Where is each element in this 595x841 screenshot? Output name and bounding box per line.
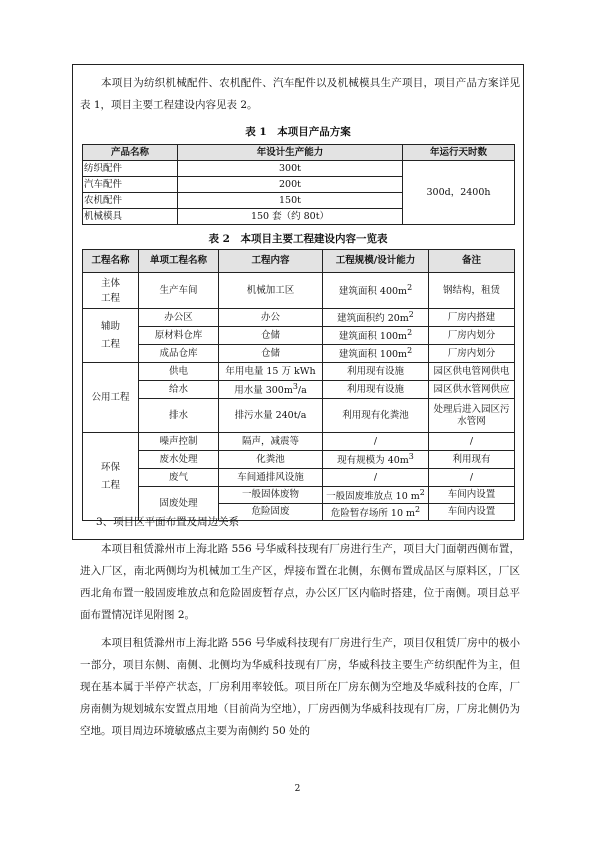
table-header-cell: 工程规模/设计能力	[323, 250, 429, 273]
cell: 供电	[139, 363, 219, 381]
cell: 办公	[219, 309, 323, 327]
cell: 一般固体废物	[219, 487, 323, 504]
cell: 利用现有设施	[323, 363, 429, 381]
cell	[323, 309, 429, 327]
product-name: 汽车配件	[83, 177, 178, 193]
surroundings-paragraph: 本项目租赁滁州市上海北路 556 号华威科技现有厂房进行生产，项目仅租赁厂房中的极小一部分，项目东侧、南侧、北侧均为华威科技现有厂房，华威科技主要生产纺织配件为主，但现在基本属于半停产状态，厂房利用率较低。项目所在厂房东侧为空地及华威科技的仓库，厂房南侧为规划城东安置点用地（目前尚为空地），厂房西侧为华威科技现有厂房，厂房北侧仍为空地。项目周边环境敏感点主要为南侧约 50 处的	[80, 637, 520, 737]
cell: 成品仓库	[139, 345, 219, 363]
cell: 厂房内划分	[429, 327, 515, 345]
cell: 利用现有化粪池	[323, 399, 429, 433]
cell: 固废处理	[139, 487, 219, 521]
cell: 年用电量 15 万 kWh	[219, 363, 323, 381]
product-name: 纺织配件	[83, 161, 178, 177]
table-row	[83, 161, 515, 177]
cell: /	[323, 433, 429, 451]
group-utility: 公用工程	[83, 363, 139, 433]
cell: 处理后进入园区污水管网	[429, 399, 515, 433]
area-text: 建筑面积 100m	[338, 331, 408, 343]
water-text: 用水量 300m	[234, 385, 293, 397]
cell: 给水	[139, 381, 219, 399]
table-row	[83, 469, 515, 487]
table-row	[83, 363, 515, 381]
product-capacity: 150 套（约 80t）	[178, 209, 403, 225]
superscript: 2	[415, 505, 421, 515]
cell	[323, 487, 429, 504]
product-name: 农机配件	[83, 193, 178, 209]
section-heading: 3、项目区平面布置及周边关系	[96, 516, 240, 528]
table-row	[83, 381, 515, 399]
area-text: 一般固废堆放点 10 m	[326, 491, 420, 503]
cell: 化粪池	[219, 451, 323, 469]
superscript: 2	[407, 328, 413, 338]
cell: 仓储	[219, 327, 323, 345]
table-row	[83, 433, 515, 451]
cell	[323, 504, 429, 521]
cell: 原材料仓库	[139, 327, 219, 345]
cell: 利用现有设施	[323, 381, 429, 399]
cell: 排污水量 240t/a	[219, 399, 323, 433]
product-capacity: 150t	[178, 193, 403, 209]
table-header-cell: 产品名称	[83, 145, 178, 161]
table-row	[83, 345, 515, 363]
cell: 厂房内划分	[429, 345, 515, 363]
cell: 隔声，减震等	[219, 433, 323, 451]
table-header-row	[83, 145, 515, 161]
cell	[219, 381, 323, 399]
cell	[323, 273, 429, 309]
product-name: 机械模具	[83, 209, 178, 225]
group-aux: 辅助 工程	[83, 309, 139, 363]
table-header-cell: 工程内容	[219, 250, 323, 273]
cell: /	[429, 433, 515, 451]
product-capacity: 200t	[178, 177, 403, 193]
table-row	[83, 399, 515, 433]
superscript: 3	[408, 452, 414, 462]
product-capacity: 300t	[178, 161, 403, 177]
page-number: 2	[294, 784, 301, 794]
table-header-row	[83, 250, 515, 273]
cell: 废水处理	[139, 451, 219, 469]
group-main: 主体 工程	[83, 273, 139, 309]
superscript: 2	[407, 346, 413, 356]
table-header-cell: 备注	[429, 250, 515, 273]
cell: 排水	[139, 399, 219, 433]
cell: /	[429, 469, 515, 487]
cell: 生产车间	[139, 273, 219, 309]
area-text: 建筑面积 400m	[338, 286, 408, 298]
table-header-cell: 年设计生产能力	[178, 145, 403, 161]
area-text: 危险暂存场所 10 m	[330, 508, 416, 520]
cell: 利用现有	[429, 451, 515, 469]
product-table	[82, 144, 515, 225]
cell: 园区供水管网供应	[429, 381, 515, 399]
table-row	[83, 309, 515, 327]
area-text: 建筑面积 100m	[338, 349, 408, 361]
table-row	[83, 273, 515, 309]
superscript: 2	[419, 488, 425, 497]
layout-paragraph: 本项目租赁滁州市上海北路 556 号华威科技现有厂房进行生产，项目大门面朝西侧布置，进入厂区，南北两侧均为机械加工生产区，焊接布置在北侧，东侧布置成品区与原料区，厂区西北角布置一般固废堆放点和危险固废暂存点，办公区厂区内临时搭建，位于南侧。项目总平面布置情况详见附图 2。	[80, 543, 520, 621]
table-row	[83, 327, 515, 345]
table1-caption: 表 1 本项目产品方案	[245, 126, 351, 138]
table-row	[83, 451, 515, 469]
cell: 车间内设置	[429, 504, 515, 521]
cell: 废气	[139, 469, 219, 487]
area-text: 建筑面积约 20m	[337, 313, 409, 325]
cell: /	[323, 469, 429, 487]
runtime-cell: 300d，2400h	[403, 161, 515, 225]
cell: 办公区	[139, 309, 219, 327]
superscript: 2	[407, 283, 413, 293]
cell: 噪声控制	[139, 433, 219, 451]
group-env: 环保 工程	[83, 433, 139, 521]
cell: 车间内设置	[429, 487, 515, 504]
table2-caption: 表 2 本项目主要工程建设内容一览表	[208, 233, 388, 245]
cell: 机械加工区	[219, 273, 323, 309]
cell: 危险固废	[219, 504, 323, 521]
construction-table	[82, 249, 515, 521]
superscript: 2	[408, 310, 414, 320]
cell	[323, 451, 429, 469]
cell	[323, 345, 429, 363]
table-header-cell: 年运行天时数	[403, 145, 515, 161]
cell: 厂房内搭建	[429, 309, 515, 327]
table-row	[83, 487, 515, 504]
table-header-cell: 单项工程名称	[139, 250, 219, 273]
superscript: 3	[292, 382, 298, 392]
water-unit: /a	[297, 385, 307, 397]
cell: 园区供电管网供电	[429, 363, 515, 381]
cell	[323, 327, 429, 345]
scale-text: 现有规模为 40m	[337, 455, 409, 467]
cell: 仓储	[219, 345, 323, 363]
cell: 钢结构，租赁	[429, 273, 515, 309]
intro-paragraph: 本项目为纺织机械配件、农机配件、汽车配件以及机械模具生产项目，项目产品方案详见表 1，项目主要工程建设内容见表 2。	[80, 77, 520, 111]
cell: 车间通排风设施	[219, 469, 323, 487]
table-header-cell: 工程名称	[83, 250, 139, 273]
